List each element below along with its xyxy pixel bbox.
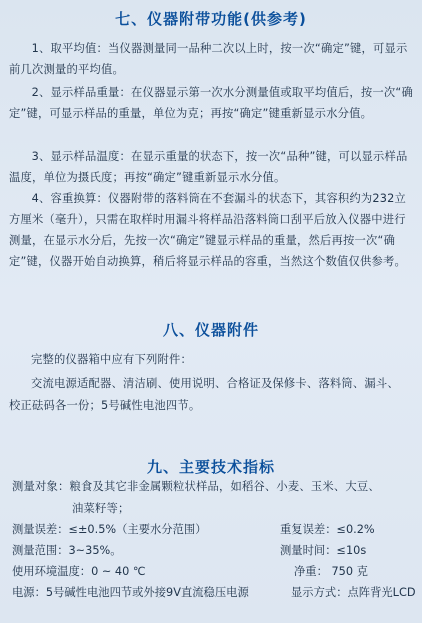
section-9-title: 九、主要技术指标 — [146, 458, 275, 476]
spec-measure-range: 测量范围：3~35%。 — [12, 544, 122, 557]
spec-net-weight: 净重： 750 克 — [294, 565, 368, 578]
section-7-item-1: 1、取平均值：当仪器测量同一品种二次以上时，按一次“确定”键，可显示前几次测量的平均值。 — [9, 42, 408, 76]
spec-measure-time: 测量时间：≤10s — [280, 544, 367, 557]
section-8-intro: 完整的仪器箱中应有下列附件： — [31, 353, 192, 366]
section-7-item-4: 4、容重换算：仪器附带的落料筒在不套漏斗的状态下，其容积约为232立方厘米（毫升），只需在取样时用漏斗将样品沿落料筒口刮平后放入仪器中进行测量，在显示水分后，先按一次“确定”键显示样品的重量，然后再按一次“确定”键，仪器开始自动换算，稍后将显示样品的容重，当然这个数值仅供参考。 — [9, 192, 407, 268]
section-7-title: 七、仪器附带功能(供参考) — [115, 10, 307, 28]
spec-measure-error: 测量误差：≤±0.5%（主要水分范围） — [12, 523, 207, 536]
spec-object-line-2: 油菜籽等； — [72, 502, 130, 515]
spec-object-line-1: 测量对象：粮食及其它非金属颗粒状样品，如稻谷、小麦、玉米、大豆、 — [12, 480, 380, 493]
section-8-accessory-list-line-1: 交流电源适配器、清洁刷、使用说明、合格证及保修卡、落料筒、漏斗、 — [31, 377, 399, 390]
spec-ambient-temperature: 使用环境温度：0 ~ 40 ℃ — [12, 565, 146, 578]
section-7-item-3: 3、显示样品温度：在显示重量的状态下，按一次“品种”键，可以显示样品温度，单位为摄氏度；再按“确定”键重新显示水分值。 — [9, 150, 408, 184]
spec-repeat-error: 重复误差：≤0.2% — [280, 523, 375, 536]
spec-power-supply: 电源：5号碱性电池四节或外接9V直流稳压电源 — [12, 586, 249, 599]
section-7-item-2: 2、显示样品重量：在仪器显示第一次水分测量值或取平均值后，按一次“确定”键，可显示样品的重量，单位为克；再按“确定”键重新显示水分值。 — [9, 86, 413, 120]
section-8-title: 八、仪器附件 — [162, 321, 259, 339]
spec-display-type: 显示方式：点阵背光LCD — [291, 586, 416, 599]
section-8-accessory-list-line-2: 校正砝码各一份；5号碱性电池四节。 — [9, 399, 201, 412]
